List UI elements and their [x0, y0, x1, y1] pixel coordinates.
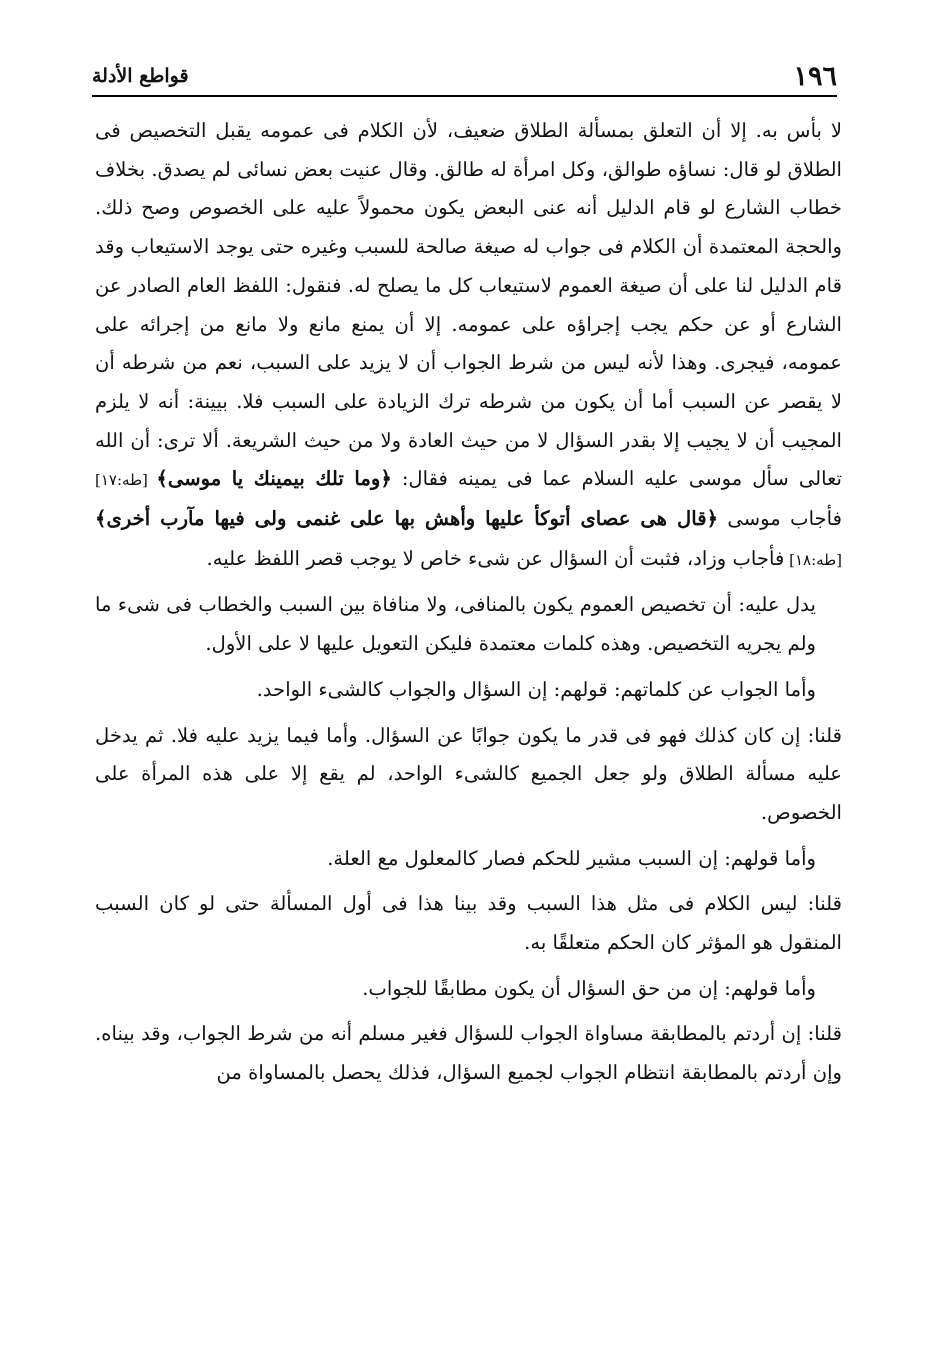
text-run: وأما الجواب عن كلماتهم: قولهم: إن السؤال والجواب كالشىء الواحد. [256, 677, 816, 701]
quran-quote: ﴿وما تلك بيمينك يا موسى﴾ [156, 467, 392, 491]
paragraph [95, 1015, 842, 1092]
header-rule [92, 95, 837, 97]
paragraph [95, 717, 842, 833]
text-run: وأما قولهم: إن السبب مشير للحكم فصار كالمعلول مع العلة. [327, 846, 816, 870]
text-run: وأما قولهم: إن من حق السؤال أن يكون مطابقًا للجواب. [362, 976, 816, 1000]
paragraph [95, 586, 842, 663]
verse-reference: [طه:١٨] [784, 550, 842, 569]
text-run: لا بأس به. إلا أن التعلق بمسألة الطلاق ضعيف، لأن الكلام فى عمومه يقبل التخصيص فى الطلاق لو قال: نساؤه طوالق، وكل امرأة له طالق. وقال عنيت بعض نسائى لم يصدق. بخلاف خطاب الشارع لو قام الدليل أنه عنى البعض يكون محمولاً عليه على الخصوص وصح ذلك. والحجة المعتمدة أن الكلام فى جواب له صيغة صالحة للسبب وغيره حتى يوجد الاستيعاب وقد قام الدليل لنا على أن صيغة العموم لاستيعاب كل ما يصلح له. فنقول: اللفظ العام الصادر عن الشارع أو عن حكم يجب إجراؤه على عمومه. إلا أن يمنع مانع ولا مانع من إجرائه على عمومه، فيجرى. وهذا لأنه ليس من شرط الجواب أن لا يزيد على السبب، نعم من شرطه أن لا يقصر عن السبب أما أن يكون من شرطه ترك الزيادة على السبب فلا. بيينة: أنه لا يلزم المجيب أن لا يجيب إلا بقدر السؤال لا من حيث العادة ولا من حيث الشريعة. ألا ترى: أن الله تعالى سأل موسى عليه السلام عما فى يمينه فقال: [95, 119, 842, 491]
verse-reference: [طه:١٧] [95, 471, 157, 490]
page-header [92, 58, 837, 94]
text-run: قلنا: إن أردتم بالمطابقة مساواة الجواب للسؤال فغير مسلم أنه من شرط الجواب، وقد بيناه. وإن أردتم بالمطابقة انتظام الجواب لجميع السؤال، فذلك يحصل بالمساواة من [95, 1022, 842, 1085]
text-run: فأجاب وزاد، فثبت أن السؤال عن شىء خاص لا يوجب قصر اللفظ عليه. [206, 546, 785, 570]
body-text [95, 112, 842, 1093]
running-title: قواطع الأدلة [92, 65, 189, 87]
text-run: قلنا: ليس الكلام فى مثل هذا السبب وقد بينا هذا فى أول المسألة حتى لو كان السبب المنقول هو المؤثر كان الحكم متعلقًا به. [95, 892, 842, 955]
paragraph [95, 840, 842, 879]
text-run: يدل عليه: أن تخصيص العموم يكون بالمنافى، ولا منافاة بين السبب والخطاب فى شىء ما ولم يجريه التخصيص. وهذه كلمات معتمدة فليكن التعويل عليها لا على الأول. [95, 593, 816, 656]
text-run: قلنا: إن كان كذلك فهو فى قدر ما يكون جوابًا عن السؤال. وأما فيما يزيد عليه فلا. ثم يدخل عليه مسألة الطلاق ولو جعل الجميع كالشىء الواحد، لم يقع إلا على هذه المرأة على الخصوص. [95, 723, 842, 824]
paragraph [95, 112, 842, 579]
paragraph [95, 970, 842, 1009]
text-run: فأجاب موسى [718, 507, 842, 531]
paragraph [95, 885, 842, 962]
paragraph [95, 671, 842, 710]
quran-quote: ﴿قال هى عصاى أتوكأ عليها وأهش بها على غنمى ولى فيها مآرب أخرى﴾ [95, 507, 719, 531]
page-number: ١٩٦ [793, 60, 837, 92]
